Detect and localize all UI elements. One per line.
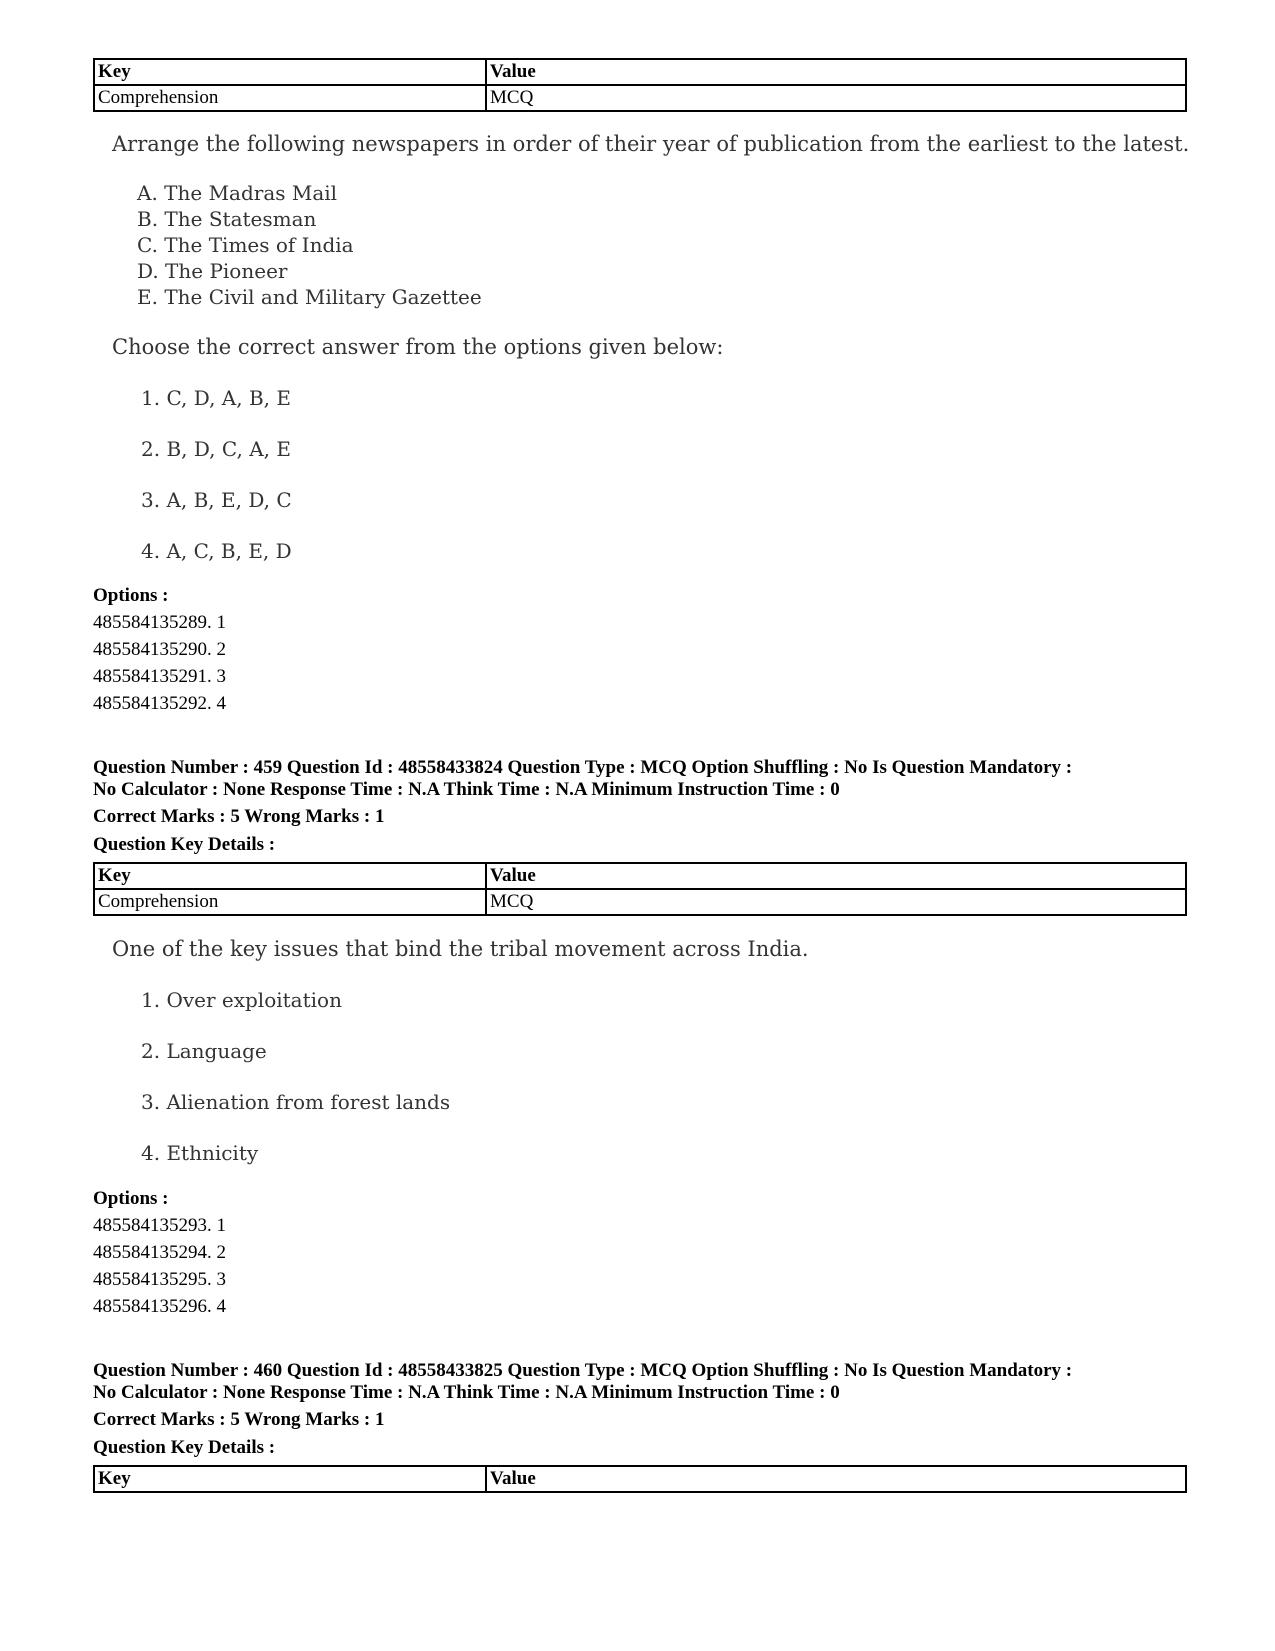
table-header-row bbox=[94, 59, 1186, 85]
list-item: C. The Times of India bbox=[137, 233, 354, 257]
list-item: B. The Statesman bbox=[137, 207, 317, 231]
question-marks: Correct Marks : 5 Wrong Marks : 1 bbox=[93, 806, 385, 827]
question-stem: Arrange the following newspapers in order of their year of publication from the earliest to the latest. bbox=[112, 132, 1190, 156]
list-item: D. The Pioneer bbox=[137, 259, 288, 283]
question-key-details: Question Key Details : bbox=[93, 1437, 276, 1458]
table-header-key: Key bbox=[94, 863, 486, 889]
table-header-value: Value bbox=[486, 863, 1186, 889]
list-item: A. The Madras Mail bbox=[137, 181, 338, 205]
table-cell-value: MCQ bbox=[486, 889, 1186, 915]
option-item: 485584135289. 1 bbox=[93, 612, 226, 633]
question-meta-line1: Question Number : 460 Question Id : 48558433825 Question Type : MCQ Option Shuffling : No Is Question Mandatory : bbox=[93, 1360, 1073, 1381]
option-item: 485584135290. 2 bbox=[93, 639, 226, 660]
key-value-table-1 bbox=[93, 58, 1187, 112]
answer-choice: 1. C, D, A, B, E bbox=[141, 386, 291, 410]
answer-choice: 4. A, C, B, E, D bbox=[141, 539, 292, 563]
table-header-row bbox=[94, 1466, 1186, 1492]
table-cell-value: MCQ bbox=[486, 85, 1186, 111]
answer-choice: 2. Language bbox=[141, 1039, 267, 1063]
answer-choice: 1. Over exploitation bbox=[141, 988, 342, 1012]
question-key-details: Question Key Details : bbox=[93, 834, 276, 855]
question-meta-line2: No Calculator : None Response Time : N.A Think Time : N.A Minimum Instruction Time : 0 bbox=[93, 1382, 840, 1403]
answer-choice: 4. Ethnicity bbox=[141, 1141, 259, 1165]
table-header-value: Value bbox=[486, 59, 1186, 85]
list-item: E. The Civil and Military Gazettee bbox=[137, 285, 482, 309]
key-value-table-460 bbox=[93, 1465, 1187, 1493]
option-item: 485584135295. 3 bbox=[93, 1269, 226, 1290]
option-item: 485584135294. 2 bbox=[93, 1242, 226, 1263]
question-instruction: Choose the correct answer from the options given below: bbox=[112, 335, 724, 359]
table-header-key: Key bbox=[94, 1466, 486, 1492]
answer-choice: 2. B, D, C, A, E bbox=[141, 437, 291, 461]
table-row bbox=[94, 889, 1186, 915]
table-header-value: Value bbox=[486, 1466, 1186, 1492]
question-meta-line2: No Calculator : None Response Time : N.A Think Time : N.A Minimum Instruction Time : 0 bbox=[93, 779, 840, 800]
question-marks: Correct Marks : 5 Wrong Marks : 1 bbox=[93, 1409, 385, 1430]
options-label: Options : bbox=[93, 585, 169, 606]
option-item: 485584135296. 4 bbox=[93, 1296, 226, 1317]
option-item: 485584135292. 4 bbox=[93, 693, 226, 714]
question-stem: One of the key issues that bind the tribal movement across India. bbox=[112, 937, 809, 961]
question-meta-line1: Question Number : 459 Question Id : 48558433824 Question Type : MCQ Option Shuffling : No Is Question Mandatory : bbox=[93, 757, 1073, 778]
options-label: Options : bbox=[93, 1188, 169, 1209]
table-cell-key: Comprehension bbox=[94, 889, 486, 915]
table-header-key: Key bbox=[94, 59, 486, 85]
table-row bbox=[94, 85, 1186, 111]
option-item: 485584135291. 3 bbox=[93, 666, 226, 687]
table-cell-key: Comprehension bbox=[94, 85, 486, 111]
answer-choice: 3. Alienation from forest lands bbox=[141, 1090, 451, 1114]
table-header-row bbox=[94, 863, 1186, 889]
option-item: 485584135293. 1 bbox=[93, 1215, 226, 1236]
answer-choice: 3. A, B, E, D, C bbox=[141, 488, 292, 512]
key-value-table-459 bbox=[93, 862, 1187, 916]
